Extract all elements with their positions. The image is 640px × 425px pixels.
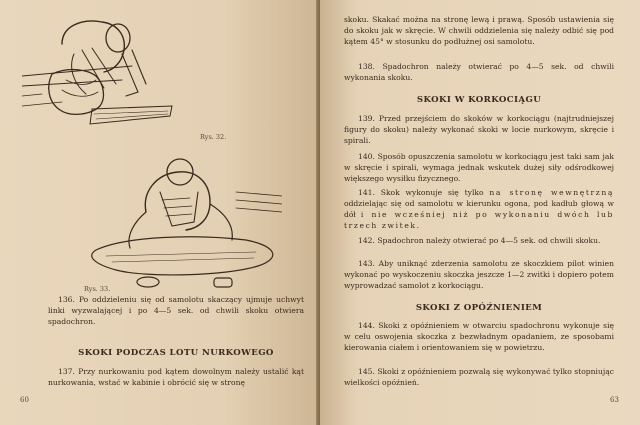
figure-32-illustration [22,14,182,134]
figure-33-caption: Rys. 33. [84,285,111,293]
paragraph-141-part-d: i nie wcześniej niż po wykonaniu dwóch lub trzech zwitek. [344,210,614,230]
section-heading-spin-jumps: SKOKI W KORKOCIĄGU [416,95,542,105]
page-number-right: 63 [610,396,619,404]
paragraph-141-part-b: na stronę wewnętrzną [489,188,614,197]
paragraph-137: 137. Przy nurkowaniu pod kątem dowolnym należy ustalić kąt nurkowania, wstać w kabinie i obrócić się w stronę [48,367,304,387]
paragraph-141-part-a: 141. Skok wykonuje się tylko [358,188,484,197]
paragraph-continued: skoku. Skakać można na stronę lewą i prawą. Sposób ustawienia się do skoku jak w skręcie. W chwili oddzielenia się należy odbić się pod kątem 45° w stosunku do podłużnej osi samolotu. [344,15,614,46]
paragraph-136: 136. Po oddzieleniu się od samolotu skaczący ujmuje uchwyt linki wyzwalającej i po 4—5 sek. od chwili skoku otwiera spadochron. [48,295,304,326]
figure-33-illustration [86,152,282,292]
section-heading-delayed-jumps: SKOKI Z OPÓŹNIENIEM [415,303,543,313]
figure-32-caption: Rys. 32. [200,133,227,141]
paragraph-139: 139. Przed przejściem do skoków w korkociągu (najtrudniejszej figury do skoku) należy wykonać skoki w locie nurkowym, skręcie i spirali. [344,114,614,145]
paragraph-141 [344,187,614,231]
paragraph-144: 144. Skoki z opóźnieniem w otwarciu spadochronu wykonuje się w celu oswojenia skoczka z bezwładnym opadaniem, ze sposobami kierowania ciałem i orientowaniem się w powietrzu. [344,321,614,352]
paragraph-138: 138. Spadochron należy otwierać po 4—5 sek. od chwili wykonania skoku. [344,62,614,82]
paragraph-142: 142. Spadochron należy otwierać po 4—5 sek. od chwili skoku. [358,236,601,245]
paragraph-141-part-c: oddzielając się od samolotu w kierunku ogona, pod kadłub głową w dół [344,199,614,219]
paragraph-140: 140. Sposób opuszczenia samolotu w korkociągu jest taki sam jak w skręcie i spirali, wymaga jednak wskutek dużej siły odśrodkowej większego wysiłku fizycznego. [344,152,614,183]
paragraph-145: 145. Skoki z opóźnieniem pozwalą się wykonywać tylko stopniując wielkości opóźnień. [344,367,614,387]
left-page [0,0,318,425]
right-page [320,0,640,425]
page-number-left: 60 [20,396,29,404]
section-heading-dive-jumps: SKOKI PODCZAS LOTU NURKOWEGO [78,348,274,358]
paragraph-143: 143. Aby uniknąć zderzenia samolotu ze skoczkiem pilot winien wykonać po wyskoczeniu skoczka jeszcze 1—2 zwitki i dopiero potem wyprowadzać samolot z korkociągu. [344,259,614,290]
